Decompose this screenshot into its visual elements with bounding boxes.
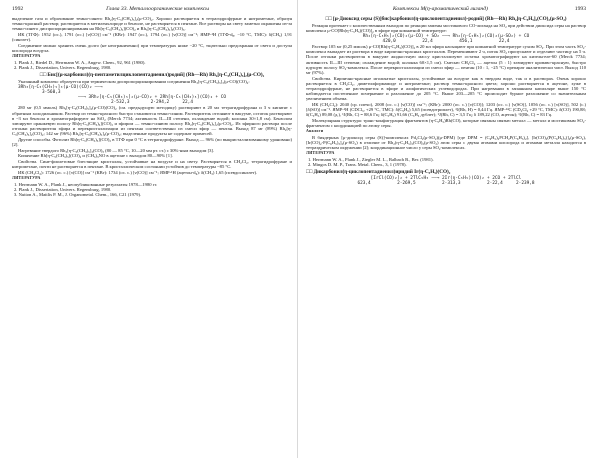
paragraph: Нагревание твердого Rh₃[η-C₅(CH₃)₅]₃(CO)₃ (80 — 85 °С, 10—20 мм рт. ст.) с 30%-ным выходом [3].	[18, 147, 215, 153]
paragraph: Кипячение Rh[η-C₅(CH₃)₅](CO)₂ и (CH₃)₃NO в ацетоне с выходом 80—90% [1].	[18, 153, 173, 159]
equation-line: ——→ 3Rh₂[η-C₅(CH₃)₅]₂(μ-CO)₂ + 2Rh[η-C₅(CH₃)₅](CO)₂ + CO	[77, 95, 227, 101]
reference-item: 1. Plank J., Riedel D., Herrmann W. A., Angew. Chem., 92, 961 (1980).	[14, 59, 146, 65]
reference-item: 3. Nutton A., Maitlis P. M., J. Organometal. Chem., 166, C21 (1979).	[14, 191, 142, 197]
left-page-header	[12, 6, 292, 13]
left-page	[12, 6, 292, 452]
paragraph: выделение газа и образование темно-синего Rh₂[η-C₅(CH₃)₅]₂(μ-CO)₂. Хорошо растворяется в тетрагидрофуране и нитрометане, образуя темно-красный раствор; растворяется в метиленхлориде и бензоле, не растворяется в пентане. Все растворы на свету заметно окрашены из-за темно-синего диспропорционирования на Rh[η-C₅(CH₃)₅](CO)₂ и Rh₃[η-C₅(CH₃)₅]₃(CO)₃.	[12, 16, 292, 32]
page-gutter	[297, 0, 298, 458]
equation-line: 2·532,3 2·294,2 22,4	[111, 100, 193, 106]
paragraph: 280 мг (0,5 ммоль) Rh₂[η-C₅(CH₃)₅]₂(μ-CO)(CO)₂ (см. предыдущую методику) растворяют в 20 мл тетрагидрофурана и 3 ч кипятят с обратным холодильником. Раствор из темно-красного быстро становится темно-синим. Растворитель отгоняют в вакууме, остаток растворяют в ~3 мл бензола и хроматографируют на SiO₂ (Merck 7734; активность II—III степени, охлаждение водой; колонка 30×1,8 см). Бензолом элюируют оранжевую полосу Rh[η-C₅(CH₃)₅](CO)₂ и эфиром — темно-синюю полосу Rh₂[η-C₅(CH₃)₅]₂(μ-CO)₂. Из эфирного раствора после отгонки растворителя эфира и перекристаллизации из пентана соответственно из смеси эфир — пентан. Выход 87 мг (89%) Rh₂[η-C₅(CH₃)₅]₂(CO)₂; 142 мг (96%) Rh₂[η-C₅(CH₃)₅]₂(μ-CO)₂; выделенные продукты не содержат примесей.	[12, 105, 292, 137]
paragraph: Другие способы. Фотолиз Rh[η-C₅(CH₃)₅](CO)₂ в ТГФ при 0 °С в тетрагидрофуране. Выход — 96% (по выкристаллизованному урановано) [2].	[12, 136, 292, 147]
section-title: □□ Дикарбонил(η-циклопентадиенил)иридий Ir(η-C₅H₅)(CO)₂	[306, 169, 451, 176]
paragraph: Соединение можно хранить очень долго (не неограниченно) при температурах ниже −20 °С, тщательно предохраняя от света и доступа кислорода воздуха.	[12, 42, 292, 53]
equation-line: 420,0 22,4 456,1 22,4	[382, 38, 510, 44]
right-page-header	[306, 6, 586, 13]
paragraph: В биядерных [μ-диоксид серы (S)]-комплексах Pd₂Cl₂(μ-SO₂)(μ-DPM) [где DPM = (C₆H₅)₂PCH₂P(C₆H₅)₂], [Ir(CO)₂(P(C₆H₅)₃)]₂(μ-SO₂), [Ir(CO)₂-P(C₆H₅)₃]₂(μ-SO₂) в отличие от Rh₂(η-C₅H₅)₂(CO)₂(μ-SO₂) атом серы с двумя атомами кислорода и атомами металла находится в тетраэдрическом окружении [2]; координационное число у серы SO₂-комплексах.	[306, 134, 586, 151]
equation-line: 623,4 2·269,5 2·313,3 2·22,4 2·239,8	[357, 181, 535, 187]
paragraph: ИК (ТГФ): 1952 (ос.), 1791 (ос.) [ν(CO)] см⁻¹ (КВг): 1947 (ос.), 1794 (ос.) [ν(CO)] см⁻¹; ЯМР-¹Н (ТГФ-d₈, −10 °С, ТМС): δ(CH₃) 1,91 (синглет).	[12, 31, 292, 43]
properties-paragraph: Свойства. Кирпично-красные игольчатые кристаллы, устойчивые на воздухе как в твердом виде, так и в растворах. Очень хорошо растворяется в CH₂Cl₂, диметилформамиде и нитрометане; раствор темно-красного цвета; хорошо растворяется в ацетоне, хуже в тетрагидрофуране, не растворяется в эфире и алифатических углеводородах. При нагревании в запаянном капилляре выше 150 °С наблюдается постепенное почернение и разложение до 205 °С. Выше 203—205 °С происходит бурное разложение со значительным увеличением объема.	[306, 75, 586, 102]
right-running-title: Комплексы M(η-ароматический лиганд)	[392, 6, 488, 12]
section-title: □□ [μ-Диоксид серы (S)]бис[карбонил(η-циклопентадиенил)-родий] (Rh—Rh) Rh₂[η-C₅H₅]₂(CO)₂(μ-SO₂)	[325, 16, 567, 22]
equation-line: [IrCl(CO)₂]₂ + 2TlC₅H₅ ——→ 2Ir(η-C₅H₅)(CO)₂ + 2CO + 2TlCl	[370, 176, 522, 182]
section-title: □□ Бис[(μ-карбонил)(η-пентаметилциклопентадиенил)родий] (Rh—Rh) Rh₂[η-C₅(CH₃)₅]₂(μ-CO)₂	[39, 72, 265, 79]
equation-line: 3·560,3	[42, 89, 61, 95]
equation-line: Rh₂[η-C₅H₅]₂(CO)₂(μ-CO) + SO₂ ——→ Rh₂[η-C₅H₅]₂(CO)₂(μ-SO₂) + CO	[362, 33, 530, 39]
reference-item: 1. Herrmann W. A., Plank J., неопубликованные результаты 1978—1980 гг.	[14, 181, 158, 187]
right-page-number: 1993	[574, 6, 586, 12]
paragraph: Реакция протекает с количественным выходом по реакции замены мостикового CO-лиганда на SO₂ при действии диоксида серы на раствор комплекса μ-CO[Rh(η-C₅H₅)(CO)]₂ в эфире при комнатной температуре:	[306, 23, 586, 34]
right-page	[306, 6, 586, 452]
paragraph: Раствор 105 мг (0,25 ммоль) μ-CO[Rh(η-C₅H₅)(CO)]₂ в 20 мл эфира насыщают при комнатной температуре сухим SO₂. При этом часть SO₂-комплекса выпадает из раствора в виде кирпично-красных кристаллов. Перемешивают 2 ч, поток SO₂ пропускают и отделяют частицу на 5 ч. После отгонки растворителя в вакууме жидкостную массу кристаллизуют остатка хроматографируют на кизельгеле-60 (Merck 7734; активность II—III степени; охлаждение водой; колонка 60×1,5 см). Смесью CH₂Cl₂ — ацетон (5 : 1) элюируют кроваво-красную, быстро идущую полосу SO₂-комплекса. После перекристаллизации из смеси эфир — пентан (10 : 1, −25 °С) препарат аналитически чист. Выход 110 мг (97%).	[306, 44, 586, 75]
reference-item: 2. Plank J., Dissertation, Univers. Regensburg, 1980.	[14, 64, 112, 70]
properties-paragraph: Свойства. Сине-фиолетовые блестящие кристаллы, устойчивые на воздухе и на свету. Растворяется в CH₂Cl₂, тетрагидрофуране и нитрометане, почти не растворяется в пентане. В кристаллическом состоянии устойчив до температуры ~85 °С.	[12, 158, 292, 170]
analogs-label: Аналоги	[306, 129, 324, 134]
literature-label: ЛИТЕРАТУРА	[12, 54, 41, 59]
left-page-number: 1992	[12, 6, 24, 12]
structure-paragraph: Молекулярная структура: транс-конфигурация фрагментов (η-C₅H₅)Rh(CO), которые связаны связью металл — металл и мостиковым SO₂-фрагментом с координацией по атому серы.	[306, 117, 586, 128]
equation-line: 3Rh₃[η-C₅(CH₃)₅]₃(μ-CO)(CO)₂ ——→	[18, 84, 103, 90]
paragraph: Указанный комплекс образуется при термическом диспропорционировании соединения Rh₃[η-C₅(CH₃)₅]₃(μ-CO)(CO)₂:	[18, 79, 250, 85]
spectra-paragraph: ИК (CH₂Cl₂): 1726 (ос. с.) [ν(CO)] см⁻¹ (КВг): 1734 (ос. с.) [ν(CO)] см⁻¹; ЯМР-¹Н (ацетон-d₆): δ(CH₃) 1,65 (псевдосинглет).	[18, 169, 258, 175]
literature-label: ЛИТЕРАТУРА	[306, 151, 335, 156]
left-running-title: Глава 33. Металлоорганические комплексы	[106, 6, 210, 12]
reference-item: 2. Plank J., Dissertation, Univers. Regensburg, 1980.	[14, 186, 112, 192]
reference-item: 1. Herrmann W. A., Plank J., Ziegler M. L., Balbach B., Ber. (1981).	[308, 156, 434, 162]
reference-item: 2. Mingos D. M. P., Trans. Metal. Chem., 3, 1 (1978).	[308, 162, 407, 168]
spectra-paragraph: ИК (CH₂Cl₂): 2040 (ср. плечо), 2008 (ос. с.) [ν(CO)] см⁻¹; (КВг): 2000 (ос. с.) [ν(CO)]; 1203 (ос. с.) [ν(SO)], 1056 (ос. с.) [ν(SO)], 502 (с.) [δ(SO)] см⁻¹. ЯМР-¹Н (CDCl₃, +29 °С, ТМС): δ(C₅H₅) 5,65 (псевдотриплет), ³J(Rh, H) = 0,44 Гц. ЯМР-¹³С (CD₂Cl₂ +29 °С, ТМС): δ(CO) 190,88; δ(C₅H₅) 89,08 (д.), ¹J(Rh, C) = 88,6 Гц; δ(C₅H₅) 91,66 (C₅H₅ дублет); ¹J(Rh, C) = 3,5 Гц; δ 189,22 (CO, ацетон); ¹J(Rh, C) = 83 Гц.	[306, 101, 586, 118]
literature-label: ЛИТЕРАТУРА	[12, 175, 41, 180]
